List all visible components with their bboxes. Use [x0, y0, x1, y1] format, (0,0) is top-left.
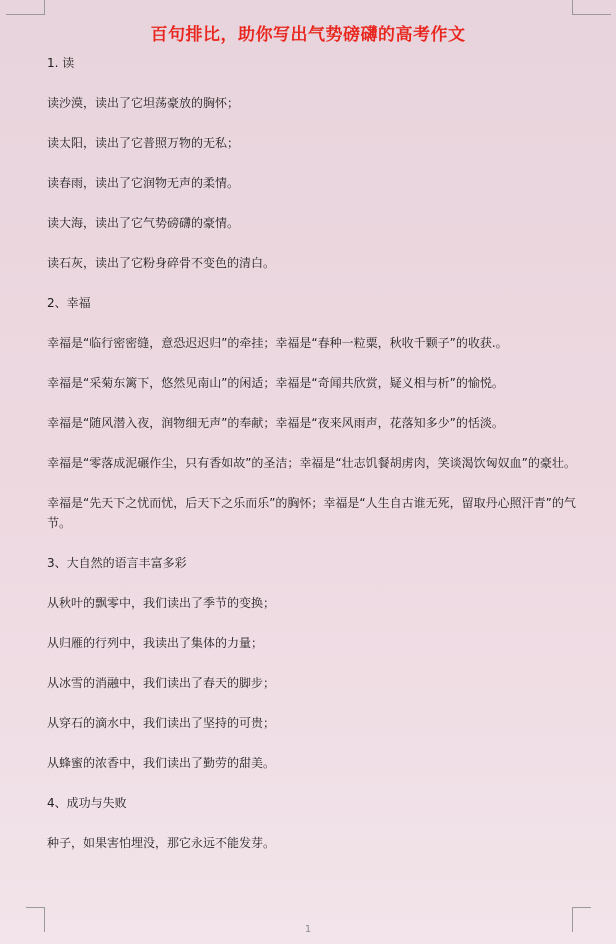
paragraph: 幸福是“随风潜入夜，润物细无声”的奉献；幸福是“夜来风雨声，花落知多少”的恬淡。 [47, 416, 504, 430]
paragraph: 幸福是“先天下之忧而忧，后天下之乐而乐”的胸怀；幸福是“人生自古谁无死，留取丹心照汗青”的气节。 [47, 496, 576, 530]
paragraph: 从归雁的行列中，我读出了集体的力量； [47, 636, 264, 650]
crop-mark-top-right [572, 0, 611, 15]
paragraph: 读沙漠，读出了它坦荡豪放的胸怀； [47, 96, 240, 110]
paragraph: 从蜂蜜的浓香中，我们读出了勤劳的甜美。 [47, 756, 276, 770]
paragraph: 读太阳，读出了它普照万物的无私； [47, 136, 240, 150]
section-heading-nature: 3、大自然的语言丰富多彩 [47, 556, 187, 570]
paragraph: 幸福是“零落成泥碾作尘，只有香如故”的圣洁；幸福是“壮志饥餐胡虏肉，笑谈渴饮匈奴血”的豪壮。 [47, 456, 576, 470]
document-body [47, 53, 587, 873]
paragraph: 幸福是“临行密密缝，意恐迟迟归”的牵挂；幸福是“春种一粒粟，秋收千颗子”的收获.。 [47, 336, 508, 350]
crop-mark-top-left [6, 0, 45, 15]
paragraph: 读石灰，读出了它粉身碎骨不变色的清白。 [47, 256, 276, 270]
document-title: 百句排比，助你写出气势磅礴的高考作文 [150, 25, 466, 45]
section-heading-read: 1. 读 [47, 56, 75, 70]
paragraph: 幸福是“采菊东篱下，悠然见南山”的闲适；幸福是“奇闻共欣赏，疑义相与析”的愉悦。 [47, 376, 504, 390]
paragraph: 从冰雪的消融中，我们读出了春天的脚步； [47, 676, 276, 690]
section-heading-happiness: 2、幸福 [47, 296, 91, 310]
paragraph: 读大海，读出了它气势磅礴的豪情。 [47, 216, 240, 230]
page-number: 1 [304, 924, 312, 935]
paragraph: 种子，如果害怕埋没，那它永远不能发芽。 [47, 836, 276, 850]
paragraph: 从穿石的滴水中，我们读出了坚持的可贵； [47, 716, 276, 730]
paragraph: 读春雨，读出了它润物无声的柔情。 [47, 176, 240, 190]
paragraph: 从秋叶的飘零中，我们读出了季节的变换； [47, 596, 276, 610]
section-heading-success: 4、成功与失败 [47, 796, 127, 810]
